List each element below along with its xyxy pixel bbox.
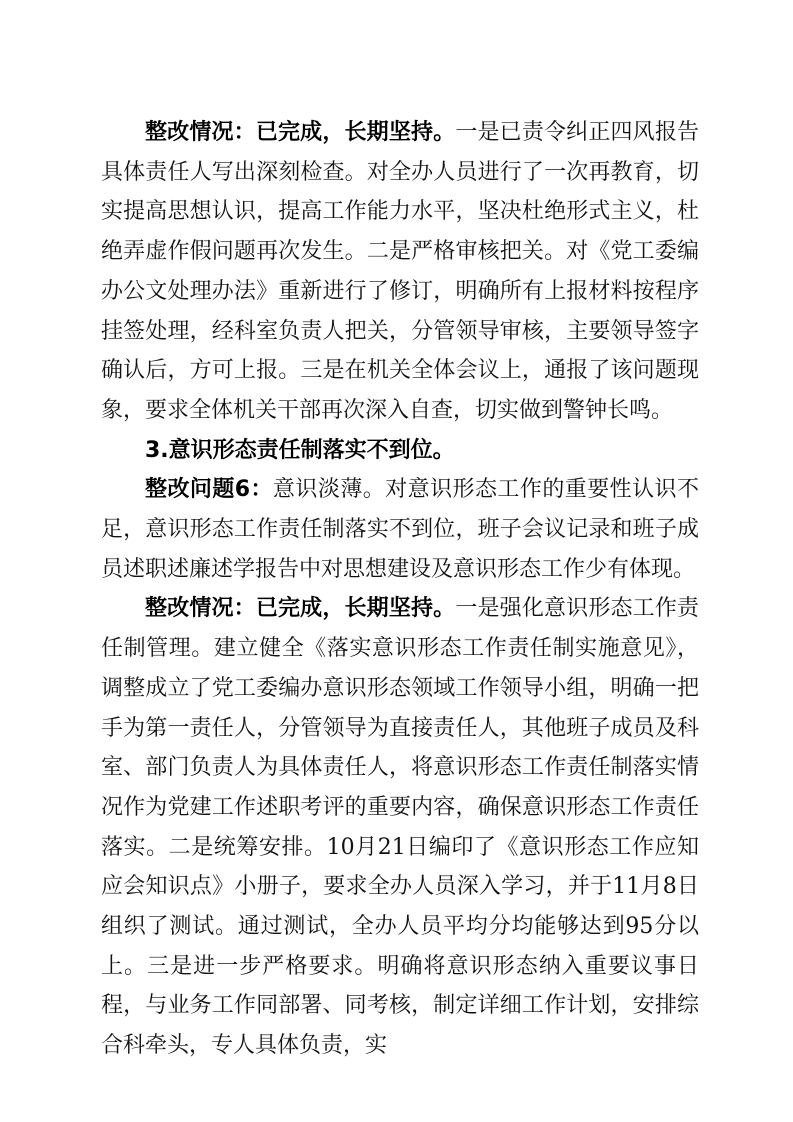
paragraph-rectification-status-1 [101, 113, 699, 431]
document-page [101, 113, 699, 1066]
paragraph-body: 一是强化意识形态工作责任制管理。建立健全《落实意识形态工作责任制实施意见》，调整成立了党工委编办意识形态领域工作领导小组，明确一把手为第一责任人，分管领导为直接责任人，其他班子成员及科室、部门负责人为具体责任人，将意识形态工作责任制落实情况作为党建工作述职考评的重要内容，确保意识形态工作责任落实。二是统筹安排。10月21日编印了《意识形态工作应知应会知识点》小册子，要求全办人员深入学习，并于11月8日组织了测试。通过测试，全办人员平均分均能够达到95分以上。三是进一步严格要求。明确将意识形态纳入重要议事日程，与业务工作同部署、同考核，制定详细工作计划，安排综合科牵头，专人具体负责，实 [101, 596, 699, 1059]
paragraph-lead: 整改情况：已完成，长期坚持。 [145, 120, 456, 145]
paragraph-lead: 整改问题6： [145, 477, 273, 503]
paragraph-rectification-status-2 [101, 589, 699, 1065]
paragraph-rectification-issue-6 [101, 470, 699, 589]
section-heading: 3.意识形态责任制落实不到位。 [145, 437, 455, 463]
paragraph-body: 意识淡薄。对意识形态工作的重要性认识不足，意识形态工作责任制落实不到位，班子会议记录和班子成员述职述廉述学报告中对思想建设及意识形态工作少有体现。 [101, 477, 699, 582]
paragraph-body: 一是已责令纠正四风报告具体责任人写出深刻检查。对全办人员进行了一次再教育，切实提高思想认识，提高工作能力水平，坚决杜绝形式主义，杜绝弄虚作假问题再次发生。二是严格审核把关。对《党工委编办公文处理办法》重新进行了修订，明确所有上报材料按程序挂签处理，经科室负责人把关，分管领导审核，主要领导签字确认后，方可上报。三是在机关全体会议上，通报了该问题现象，要求全体机关干部再次深入自查，切实做到警钟长鸣。 [101, 120, 699, 423]
paragraph-lead: 整改情况：已完成，长期坚持。 [145, 596, 456, 622]
